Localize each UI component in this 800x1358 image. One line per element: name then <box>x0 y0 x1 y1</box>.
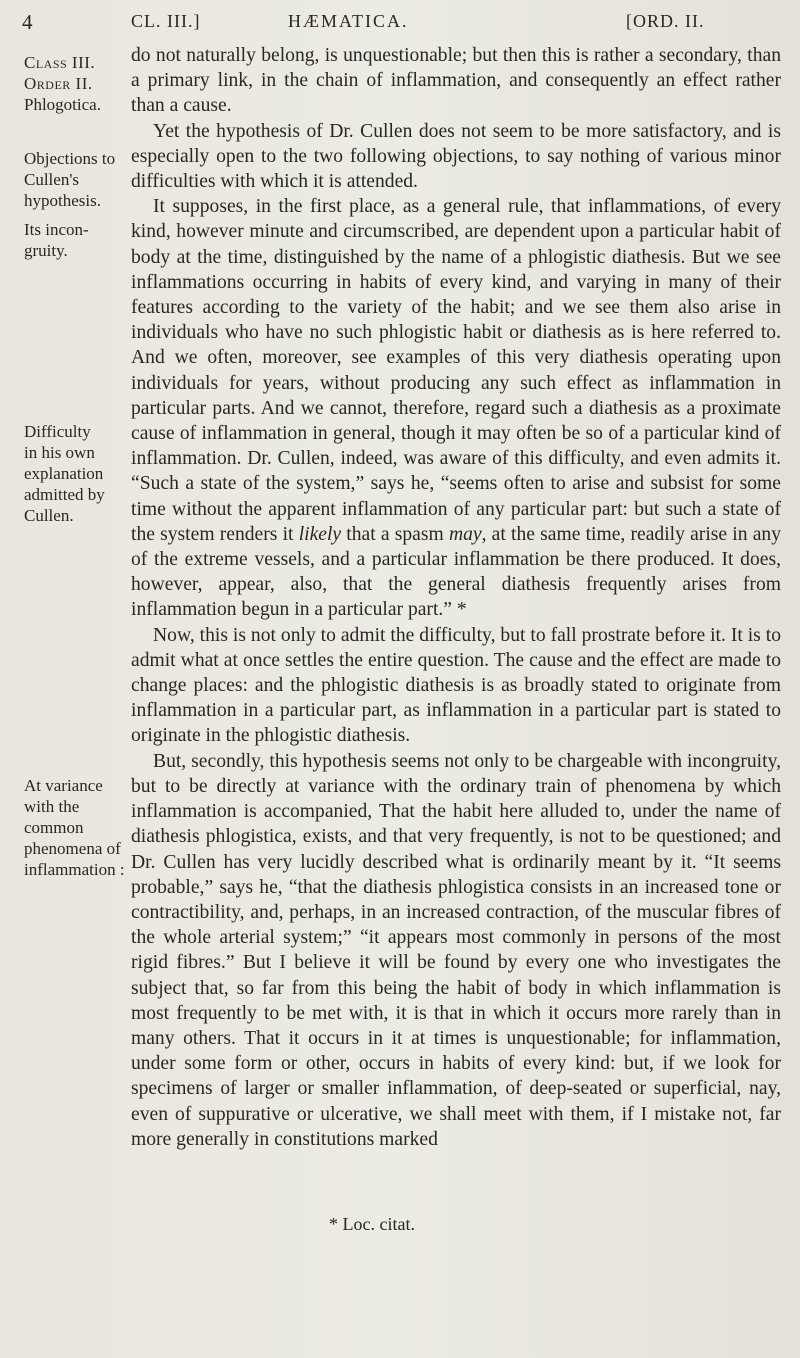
sidenote-line: inflammation : <box>24 860 125 879</box>
sidenote-line: Order II. <box>24 74 93 93</box>
sidenote-line: Its incon- <box>24 220 89 239</box>
sidenote-line: Class III. <box>24 53 96 72</box>
main-text <box>131 43 781 1152</box>
sidenote-line: admitted by <box>24 485 105 504</box>
sidenote-line: common <box>24 818 84 837</box>
text-run: that a spasm <box>341 523 449 545</box>
sidenote-line: hypothesis. <box>24 191 101 210</box>
paragraph <box>131 194 781 622</box>
sidenote-objections <box>24 148 132 211</box>
sidenote-line: Objections to <box>24 149 116 168</box>
paragraph: Yet the hypothesis of Dr. Cullen does not seem to be more satisfactory, and is especially open to the two following objections, to say nothing of various minor difficulties with which it is attended. <box>131 120 781 193</box>
sidenote-line: At variance <box>24 776 103 795</box>
emphasis: may <box>448 523 482 545</box>
text-run: It supposes, in the first place, as a general rule, that inflammations, of every kind, however minute and circumscribed, are dependent upon a particular habit of body at the time, distinguished by the name of a phlogistic diathesis. But we see inflammations occurring in habits of every kind, and varying in many of their features according to the variety of the habit; and we see them also arise in individuals who have no such phlogistic habit or diathesis as is here referred to. And we often, moreover, see examples of this very diathesis operating upon individuals for years, without producing any such effect as inflammation in particular parts. And we cannot, therefore, regard such a diathesis as a proximate cause of inflammation in general, though it may often be so of a particular kind of inflammation. Dr. Cullen, indeed, was aware of this difficulty, and even admits it. “Such a state of the system,” says he, “seems often to arise and subsist for some time without the apparent inflammation of any particular part: but such a state of the system renders it <box>131 196 781 545</box>
running-head-title: HÆMATICA. <box>288 11 409 31</box>
text-run: , at the same time, readily arise in any of the extreme vessels, and a particular inflammation be there produced. It does, however, appear, also, that the general diathesis frequently arises from inflammation begun in a particular part.” * <box>131 523 781 621</box>
running-head-chapter: CL. III.] <box>131 11 201 31</box>
paragraph: do not naturally belong, is unquestionable; but then this is rather a secondary, than a primary link, in the chain of inflammation, and consequently an effect rather than a cause. <box>131 45 781 117</box>
sidenote-line: in his own <box>24 443 95 462</box>
sidenote-line: Difficulty <box>24 422 91 441</box>
sidenote-line: gruity. <box>24 241 68 260</box>
sidenote-variance <box>24 775 132 880</box>
sidenote-classification <box>24 52 132 115</box>
paragraph: But, secondly, this hypothesis seems not only to be chargeable with incongruity, but to be directly at variance with the ordinary train of phenomena by which inflammation is accompanied, That the habit here alluded to, under the name of diathesis phlogistica, exists, and that very frequently, is not to be questioned; and Dr. Cullen has very lucidly described what is ordinarily meant by it. “It seems probable,” says he, “that the diathesis phlogistica consists in an increased tone or contractibility, and, perhaps, in an increased contraction, of the muscular fibres of the whole arterial system;” “it appears most commonly in persons of the most rigid fibres.” But I believe it will be found by every one who investigates the subject that, so far from this being the habit of body in which inflammation is most frequently to be met with, it is that in which it occurs more rarely than in many others. That it occurs in it at times is unquestionable; for inflammation, under some form or other, occurs in habits of every kind: but, if we look for specimens of larger or smaller inflammation, of deep-seated or superficial, nay, even of suppurative or ulcerative, we shall meet with them, if I mistake not, far more generally in constitutions marked <box>131 750 781 1150</box>
sidenote-line: explanation <box>24 464 104 483</box>
sidenote-difficulty <box>24 421 132 526</box>
paragraph: Now, this is not only to admit the difficulty, but to fall prostrate before it. It is to admit what at once settles the entire question. The cause and the effect are made to change places: and the phlogistic diathesis is as broadly stated to originate from inflammation in a particular part, as inflammation in a particular part is stated to originate in the phlogistic diathesis. <box>131 624 781 747</box>
emphasis: likely <box>298 523 342 545</box>
sidenote-line: with the <box>24 797 80 816</box>
page-number: 4 <box>22 10 33 34</box>
running-head-order: [ORD. II. <box>626 11 705 31</box>
sidenote-line: Cullen's <box>24 170 80 189</box>
footnote: * Loc. citat. <box>329 1214 415 1234</box>
sidenote-incongruity <box>24 219 132 261</box>
sidenote-line: phenomena of <box>24 839 121 858</box>
sidenote-line: Phlogotica. <box>24 95 101 114</box>
sidenote-line: Cullen. <box>24 506 74 525</box>
